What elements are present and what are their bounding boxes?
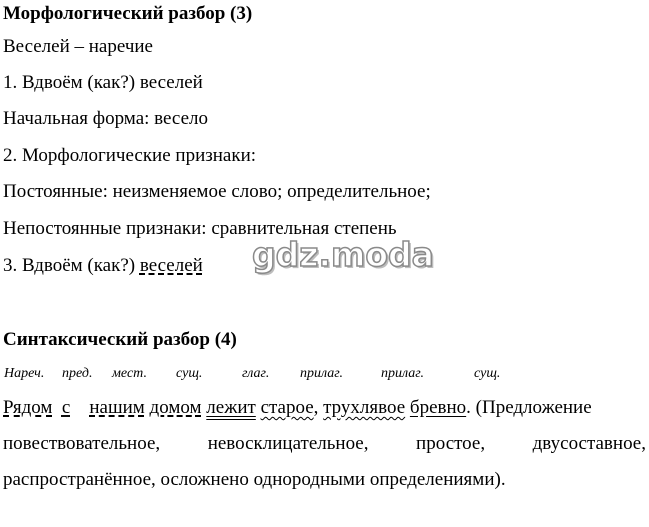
word-pronoun: нашим [89,397,145,418]
char-word: невосклицательное, [207,433,369,454]
word-subject: бревно [409,397,467,418]
char-word: простое, [416,433,486,454]
pos-label: сущ. [474,366,501,381]
char-word: повествовательное, [3,433,161,454]
morph-line-4: 2. Морфологические признаки: [3,145,257,166]
word-attribute-2: трухлявое [323,397,406,418]
morph-line-1: Веселей – наречие [3,36,153,57]
sentence-tail: (Предложение [470,397,592,418]
morph-line-6: Непостоянные признаки: сравнительная степень [3,218,397,239]
pos-labels-row [0,366,649,384]
pos-label: сущ. [176,366,203,381]
synt-heading: Синтаксический разбор (4) [3,329,237,350]
word-noun-object: домом [149,397,202,418]
char-word: двусоставное, [532,433,646,454]
word-adverb: Рядом [3,397,53,418]
word-preposition: с [61,397,71,418]
pos-label: прилаг. [300,366,344,381]
synt-sentence [3,398,592,417]
word-attribute-1: старое [260,397,314,418]
morph-line-7 [3,256,203,275]
synt-line-3: распространённое, осложнено однородными определениями). [3,469,506,490]
pos-label: прилаг. [381,366,425,381]
punct-comma: , [313,397,319,418]
pos-label: Нареч. [4,366,45,381]
punct-period: . [466,397,471,418]
synt-line-2 [3,434,646,453]
word-predicate: лежит [206,397,256,418]
morph-line-5: Постоянные: неизменяемое слово; определительное; [3,181,431,202]
watermark-logo: gdz.moda [252,235,434,274]
morph-heading: Морфологический разбор (3) [3,3,253,24]
morph-item3-prefix: 3. Вдвоём (как?) [3,255,140,276]
morph-line-2: 1. Вдвоём (как?) веселей [3,72,203,93]
pos-label: мест. [112,366,147,381]
pos-label: глаг. [242,366,270,381]
pos-label: пред. [62,366,93,381]
morph-line-3: Начальная форма: весело [3,108,209,129]
morph-item3-word: веселей [139,255,203,276]
